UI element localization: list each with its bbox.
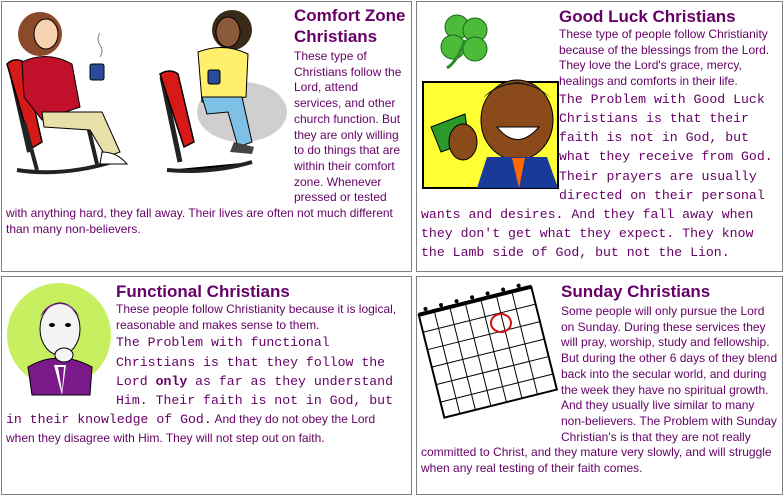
problem-text-c: as far as they understand Him. Their faith is not in God, but in their knowledge of God. (6, 373, 393, 428)
illustration-sunday (417, 277, 561, 431)
panel-text: Some people will only pursue the Lord on Sunday. During these services they will pray, worship, study and fellowship. But during the other 6 days of they blend back into the secular world, and during the week they have no spiritual growth. And they usually live similar to many non-believers. The Problem with Sunday Christian's is that they are not really committed to Christ, and they mature very slowly, and will struggle when any real testing of their faith comes. (421, 304, 778, 476)
calendar-image (417, 277, 561, 431)
panel-title: Functional Christians (116, 282, 290, 301)
panel-comfort-zone (1, 1, 412, 272)
clover-icon (441, 15, 487, 68)
emphasis-only: only (155, 373, 188, 389)
panel-sunday (416, 276, 783, 495)
thinking-man-image (2, 277, 116, 407)
panel-text-logical: These people follow Christianity because it is logical, reasonable and makes sense to them. (116, 302, 397, 332)
panel-text-problem: The Problem with Good Luck Christians is that their faith is not in God, but what they receive from God. Their prayers are usually directed on their personal wants and desires. And they fall away when they don't get what they expect. They know the Lamb side of God, but not the Lion. (421, 91, 773, 261)
panel-text-blessings: These type of people follow Christianity because of the blessings from the Lord. They love the Lord's grace, mercy, healings and comforts in their life. (559, 27, 770, 89)
illustration-functional (2, 277, 116, 407)
problem-text-a: The Problem with functional Christians is that they follow the Lord (116, 335, 386, 389)
illustration-good-luck (417, 2, 559, 192)
panel-text: These type of Christians follow the Lord, attend services, and other church function. But they are only willing to do things that are within their comfort zone. Whenever pressed or tested with anything hard, they fall away. Their lives are often not much different than many non-believers. (6, 49, 402, 236)
panel-title: Comfort Zone Christians (294, 6, 406, 46)
rocking-chairs-image (2, 2, 294, 192)
panel-text-obey: And they do not obey the Lord when they disagree with Him. They will not step out on faith. (6, 412, 376, 446)
panel-title: Good Luck Christians (559, 7, 736, 26)
illustration-comfort (2, 2, 294, 192)
panel-good-luck (416, 1, 783, 272)
panel-functional (1, 276, 412, 495)
clover-and-man-image (417, 2, 559, 192)
panel-title: Sunday Christians (561, 282, 711, 301)
